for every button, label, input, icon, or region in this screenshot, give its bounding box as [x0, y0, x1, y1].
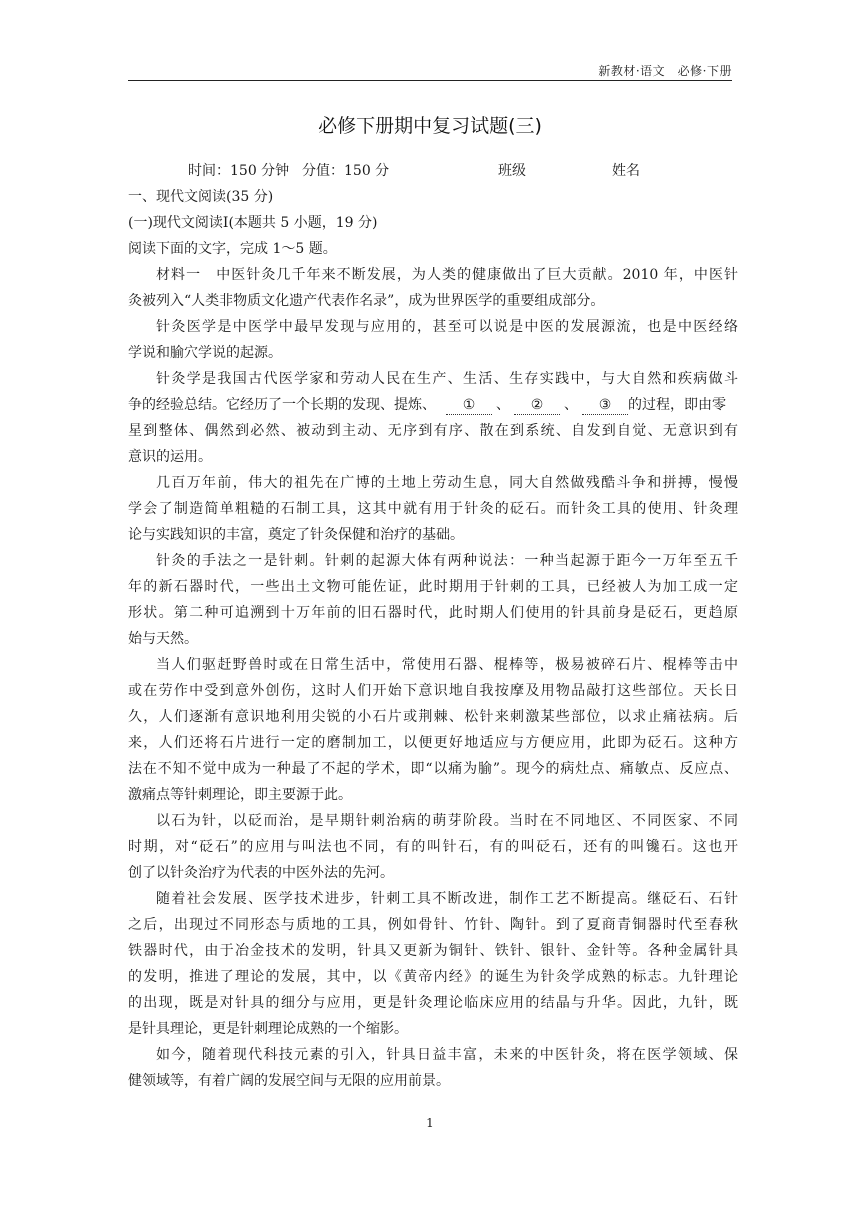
paragraph-line: 是针具理论，更是针刺理论成熟的一个缩影。	[128, 1021, 408, 1037]
paragraph-line: 几百万年前，伟大的祖先在广博的土地上劳动生息，同大自然做残酷斗争和拼搏，慢慢	[156, 475, 738, 491]
paragraph-line: 法在不知不觉中成为一种最了不起的学术，即“以痛为腧”。现今的病灶点、痛敏点、反应点、	[128, 761, 738, 777]
paragraph-line: 的发明，推进了理论的发展，其中，以《黄帝内经》的诞生为针灸学成熟的标志。九针理论	[128, 969, 738, 985]
header-text: 新教材·语文 必修·下册	[598, 64, 732, 78]
paragraph-line: 针灸的手法之一是针刺。针刺的起源大体有两种说法：一种当起源于距今一万年至五千	[156, 553, 738, 569]
paragraph-5	[128, 548, 738, 652]
paragraph-line: 材料一 中医针灸几千年来不断发展，为人类的健康做出了巨大贡献。2010 年，中医针	[156, 267, 738, 283]
paragraph-line: 久，人们逐渐有意识地利用尖锐的小石片或荆棘、松针来刺激某些部位，以求止痛祛病。后	[128, 709, 738, 725]
paragraph-2	[128, 314, 738, 366]
section-subheading: (一)现代文阅读Ⅰ(本题共 5 小题，19 分)	[128, 215, 378, 231]
paragraph-7	[128, 808, 738, 886]
page-number: 1	[426, 1116, 434, 1130]
paragraph-line: 来，人们还将石片进行一定的磨制加工，以便更好地适应与方便应用，此即为砭石。这种方	[128, 735, 738, 751]
paragraph-9	[128, 1042, 738, 1094]
paragraph-line: 之后，出现过不同形态与质地的工具，例如骨针、竹针、陶针。到了夏商青铜器时代至春秋	[128, 917, 738, 933]
blank-1: ①	[446, 396, 492, 415]
paragraph-line: 针灸学是我国古代医学家和劳动人民在生产、生活、生存实践中，与大自然和疾病做斗	[156, 371, 738, 387]
paragraph-line: 铁器时代，由于冶金技术的发明，针具又更新为铜针、铁针、银针、金针等。各种金属针具	[128, 943, 738, 959]
paragraph-line: 始与天然。	[128, 631, 198, 647]
paragraph-line: 论与实践知识的丰富，奠定了针灸保健和治疗的基础。	[128, 527, 464, 543]
paragraph-line: 意识的运用。	[128, 449, 212, 465]
exam-time: 时间：150 分钟	[188, 163, 290, 179]
paragraph-line: 随着社会发展、医学技术进步，针刺工具不断改进，制作工艺不断提高。继砭石、石针	[156, 891, 738, 907]
paragraph-6	[128, 652, 738, 808]
paragraph-line: 灸被列入“人类非物质文化遗产代表作名录”，成为世界医学的重要组成部分。	[128, 293, 605, 309]
paragraph-line: 当人们驱赶野兽时或在日常生活中，常使用石器、棍棒等，极易被碎石片、棍棒等击中	[156, 657, 738, 673]
blank-3: ③	[582, 396, 628, 415]
paragraph-text: 的过程，即由零	[628, 397, 726, 413]
paragraph-line: 学会了制造简单粗糙的石制工具，这其中就有用于针灸的砭石。而针灸工具的使用、针灸理	[128, 501, 738, 517]
section-instruction: 阅读下面的文字，完成 1～5 题。	[128, 241, 337, 257]
exam-score: 分值：150 分	[302, 163, 390, 179]
blank-2: ②	[514, 396, 560, 415]
paragraph-line: 星到整体、偶然到必然、被动到主动、无序到有序、散在到系统、自发到自觉、无意识到有	[128, 423, 738, 439]
paragraph-line: 年的新石器时代，一些出土文物可能佐证，此时期用于针刺的工具，已经被人为加工成一定	[128, 579, 738, 595]
paragraph-line: 创了以针灸治疗为代表的中医外法的先河。	[128, 865, 394, 881]
page-title: 必修下册期中复习试题(三)	[318, 115, 542, 137]
paragraph-line: 或在劳作中受到意外创伤，这时人们开始下意识地自我按摩及用物品敲打这些部位。天长日	[128, 683, 738, 699]
blank-separator: 、	[564, 397, 578, 413]
paragraph-line: 如今，随着现代科技元素的引入，针具日益丰富，未来的中医针灸，将在医学领域、保	[156, 1047, 738, 1063]
paragraph-line-with-blanks	[128, 392, 738, 418]
paragraph-8	[128, 886, 738, 1042]
paragraph-line: 激痛点等针刺理论，即主要源于此。	[128, 787, 352, 803]
paragraph-3	[128, 366, 738, 470]
class-label: 班级	[498, 163, 526, 179]
blank-separator: 、	[496, 397, 510, 413]
name-label: 姓名	[612, 163, 640, 179]
paragraph-4	[128, 470, 738, 548]
paragraph-line: 的出现，既是对针具的细分与应用，更是针灸理论临床应用的结晶与升华。因此，九针，既	[128, 995, 738, 1011]
paragraph-line: 时期，对“砭石”的应用与叫法也不同，有的叫针石，有的叫砭石，还有的叫镵石。这也开	[128, 839, 738, 855]
paragraph-line: 针灸医学是中医学中最早发现与应用的，甚至可以说是中医的发展源流，也是中医经络	[156, 319, 738, 335]
header-rule	[128, 80, 732, 81]
paragraph-1	[128, 262, 738, 314]
paragraph-line: 形状。第二种可追溯到十万年前的旧石器时代，此时期人们使用的针具前身是砭石，更趋原	[128, 605, 738, 621]
paragraph-line: 健领域等，有着广阔的发展空间与无限的应用前景。	[128, 1073, 450, 1089]
paragraph-text: 争的经验总结。它经历了一个长期的发现、提炼、	[128, 397, 436, 413]
paragraph-line: 以石为针，以砭而治，是早期针刺治病的萌芽阶段。当时在不同地区、不同医家、不同	[156, 813, 738, 829]
section-heading: 一、现代文阅读(35 分)	[128, 189, 274, 205]
reading-section	[128, 184, 738, 1094]
paragraph-line: 学说和腧穴学说的起源。	[128, 345, 282, 361]
